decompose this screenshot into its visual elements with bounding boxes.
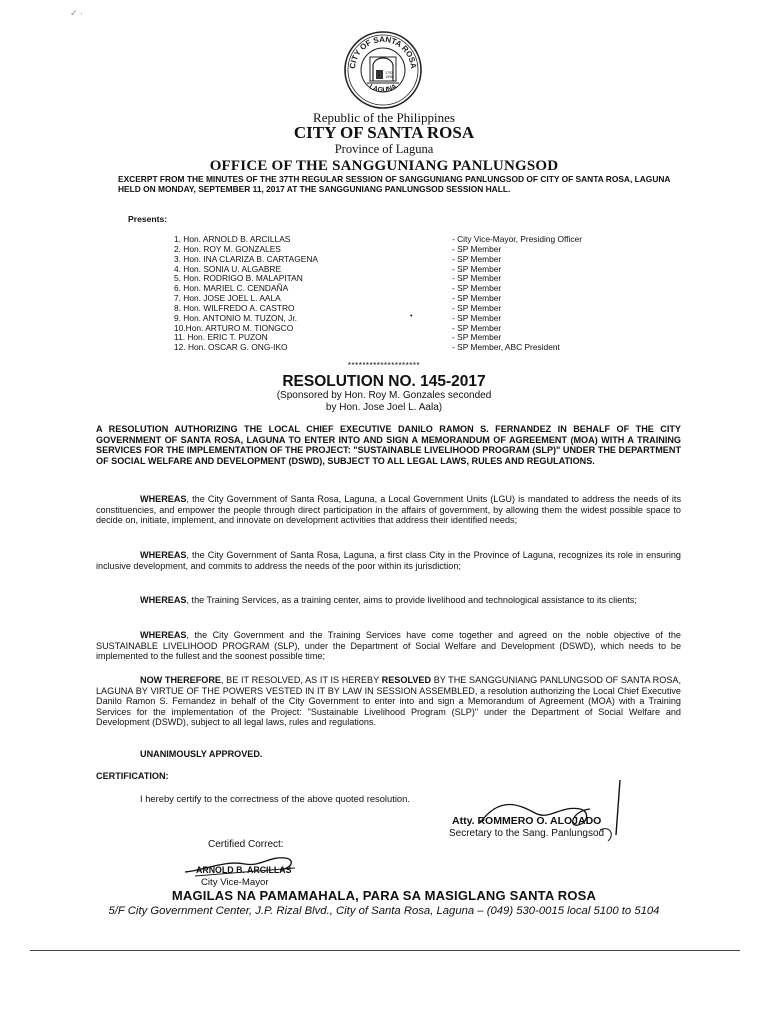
stray-mark: • [410,313,413,320]
vice-mayor-title: City Vice-Mayor [201,877,269,888]
sponsor-line-2: by Hon. Jose Joel L. Aala) [325,402,443,413]
whereas-lead: WHEREAS [140,630,187,640]
resolved-bold: RESOLVED [381,675,432,685]
member-role: - SP Member [452,322,502,333]
member-role: - SP Member [452,253,502,264]
resolved-text: BY THE SANGGUNIANG PANLUNGSOD OF SANTA ROSA, LAGUNA BY VIRTUE OF THE POWERS VESTED IN IT BY LAW IN SESSION ASSEMBLED, a resolution authorizing the Local Chief Executive Danilo Ramon S. Fernandez in behalf of the City Government to enter into and sign a Memorandum of Agreement (MOA) with a Training Services for the implementation of the Project: "Sustainable Livelihood Program (SLP)" under the Department of Social Welfare and Development (DSWD), subject to all legal laws, rules and regulations. [96,675,681,728]
whereas-text: , the City Government of Santa Rosa, Laguna, a Local Government Units (LGU) is mandated to address the needs of its constituencies, and empower the people through direct participation in the affairs of government, by allowing them the widest possible space to decide on, initiate, implement, and innovate on development activities that address their identified needs; [96,494,681,526]
svg-text:1792: 1792 [385,71,393,75]
svg-text:CITY OF SANTA ROSA: CITY OF SANTA ROSA [347,34,419,70]
member-name: 12. Hon. OSCAR G. ONG-IKO [174,342,288,353]
member-role: - SP Member [452,293,502,304]
whereas-text: , the Training Services, as a training center, aims to provide livelihood and technological assistance to its clients; [186,595,637,605]
member-role: - SP Member [452,312,502,323]
whereas-text: , the City Government and the Training Services have come together and agreed on the noble objective of the SUSTAINABLE LIVELIHOOD PROGRAM (SLP), under the Department of Social Welfare and Development (DSWD), which needs to be implemented to the fullest and the soonest possible time; [96,630,681,662]
members-list [174,235,634,353]
member-role: - SP Member [452,332,502,343]
member-name: 2. Hon. ROY M. GONZALES [174,243,281,254]
footer-rule [30,950,740,951]
whereas-paragraph [96,630,681,662]
resolved-mid: , BE IT RESOLVED, AS IT IS HEREBY [220,675,382,685]
secretary-title: Secretary to the Sang. Panlungsod [449,828,605,839]
whereas-text: , the City Government of Santa Rosa, Laguna, a first class City in the Province of Laguna, recognizes its role in ensuring inclusive development, and commits to address the needs of the poor within its jurisdiction; [96,550,681,571]
member-role: - SP Member [452,302,502,313]
certification-text: I hereby certify to the correctness of the above quoted resolution. [140,793,410,804]
member-name: 9. Hon. ANTONIO M. TUZON, Jr. [174,312,298,323]
scan-mark: ✓ · [70,8,84,18]
republic-line: Republic of the Philippines [313,110,455,125]
city-name: CITY OF SANTA ROSA [293,123,475,142]
member-name: 4. Hon. SONIA U. ALGABRE [174,263,282,274]
whereas-paragraph [96,550,681,571]
resolution-number: RESOLUTION NO. 145-2017 [282,373,486,390]
member-name: 10.Hon. ARTURO M. TIONGCO [174,322,294,333]
resolution-title: A RESOLUTION AUTHORIZING THE LOCAL CHIEF EXECUTIVE DANILO RAMON S. FERNANDEZ IN BEHALF OF THE CITY GOVERNMENT OF SANTA ROSA, LAGUNA TO ENTER INTO AND SIGN A MEMORANDUM OF AGREEMENT (MOA) WITH A TRAINING SERVICES FOR THE IMPLEMENTATION OF THE PROJECT: "SUSTAINABLE LIVELIHOOD PROGRAM (SLP)" UNDER THE DEPARTMENT OF SOCIAL WELFARE AND DEVELOPMENT (DSWD), SUBJECT TO ALL LEGAL LAWS, RULES AND REGULATIONS. [96,424,681,466]
secretary-name: Atty. ROMMERO O. ALOJADO [452,815,602,827]
member-row [174,343,634,353]
member-role: - SP Member, ABC President [452,342,560,353]
member-name: 1. Hon. ARNOLD B. ARCILLAS [174,234,291,244]
member-name: 3. Hon. INA CLARIZA B. CARTAGENA [174,253,318,264]
whereas-lead: WHEREAS [140,550,187,560]
vice-mayor-name: ARNOLD B. ARCILLAS [196,865,292,875]
member-name: 7. Hon. JOSE JOEL L. AALA [174,293,281,304]
member-role: - SP Member [452,263,502,274]
footer-motto: MAGILAS NA PAMAMAHALA, PARA SA MASIGLANG SANTA ROSA [171,888,597,903]
member-role: - SP Member [452,273,502,284]
province-line: Province of Laguna [334,142,434,156]
sponsor-line-1: (Sponsored by Hon. Roy M. Gonzales seconded [276,390,492,401]
whereas-lead: WHEREAS [140,595,187,605]
certification-heading: CERTIFICATION: [96,771,169,781]
approval-status: UNANIMOUSLY APPROVED. [140,749,263,759]
member-name: 11. Hon. ERIC T. PUZON [174,332,268,343]
certified-correct-label: Certified Correct: [208,839,284,850]
city-seal-logo [343,30,423,110]
vice-mayor-signature [175,842,315,882]
member-name: 8. Hon. WILFREDO A. CASTRO [174,302,295,313]
member-name: 5. Hon. RODRIGO B. MALAPITAN [174,273,303,284]
presents-label: Presents: [128,214,168,224]
whereas-paragraph [96,595,681,606]
footer-address: 5/F City Government Center, J.P. Rizal Blvd., City of Santa Rosa, Laguna – (049) 530-0015 local 5100 to 5104 [108,905,660,917]
member-role: - SP Member [452,283,502,294]
whereas-lead: WHEREAS [140,494,187,504]
resolved-paragraph [96,675,681,728]
member-role: - City Vice-Mayor, Presiding Officer [452,234,583,244]
sponsor-note [0,390,768,414]
resolved-lead: NOW THEREFORE [140,675,221,685]
member-name: 6. Hon. MARIEL C. CENDAÑA [174,283,289,294]
svg-text:LAGUNA: LAGUNA [367,83,399,95]
svg-text:1998: 1998 [385,75,393,79]
minutes-excerpt: EXCERPT FROM THE MINUTES OF THE 37TH REGULAR SESSION OF SANGGUNIANG PANLUNGSOD OF CITY OF SANTA ROSA, LAGUNA HELD ON MONDAY, SEPTEMBER 11, 2017 AT THE SANGGUNIANG PANLUNGSOD SESSION HALL. [118,174,671,194]
separator-stars: ******************** [347,361,421,370]
member-role: - SP Member [452,243,502,254]
office-title: OFFICE OF THE SANGGUNIANG PANLUNGSOD [209,158,559,174]
whereas-paragraph [96,494,681,526]
